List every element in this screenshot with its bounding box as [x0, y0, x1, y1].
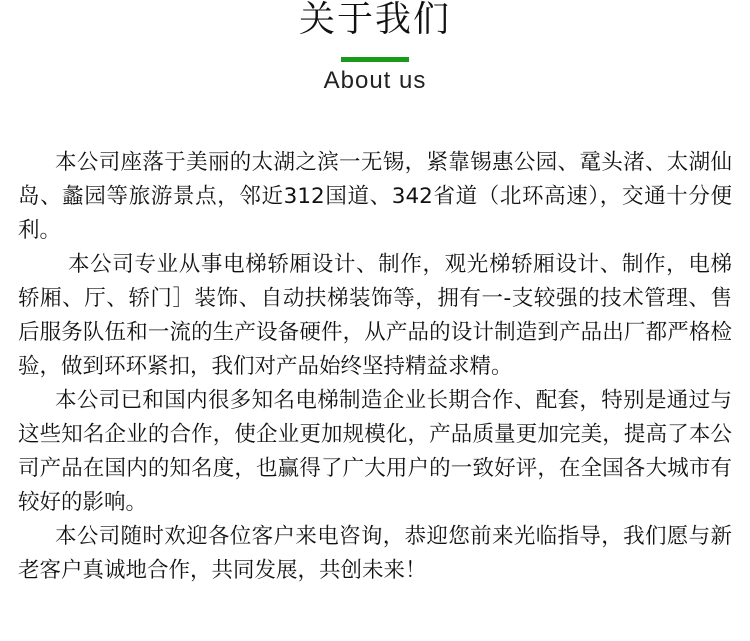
paragraph-cooperation: 本公司已和国内很多知名电梯制造企业长期合作、配套，特别是通过与这些知名企业的合作，使企业更加规模化，产品质量更加完美，提高了本公司产品在国内的知名度，也赢得了广大用户的一致好评，在全国各大城市有较好的影响。: [18, 388, 732, 515]
paragraph-location: 本公司座落于美丽的太湖之滨一无锡，紧靠锡惠公园、鼋头渚、太湖仙岛、蠡园等旅游景点，邻近312国道、342省道（北环高速），交通十分便利。: [18, 150, 732, 243]
paragraph-welcome: 本公司随时欢迎各位客户来电咨询，恭迎您前来光临指导，我们愿与新老客户真诚地合作，共同发展，共创未来！: [18, 524, 732, 583]
page-subtitle: About us: [323, 67, 427, 94]
paragraph-business: 本公司专业从事电梯轿厢设计、制作，观光梯轿厢设计、制作，电梯轿厢、厅、轿门］装饰、自动扶梯装饰等，拥有一-支较强的技术管理、售后服务队伍和一流的生产设备硬件，从产品的设计制造到产品出厂都严格检验，做到环环紧扣，我们对产品始终坚持精益求精。: [18, 252, 732, 379]
title-underline-bar: [341, 57, 409, 62]
about-content: [18, 146, 732, 588]
page-title: 关于我们: [298, 0, 451, 40]
